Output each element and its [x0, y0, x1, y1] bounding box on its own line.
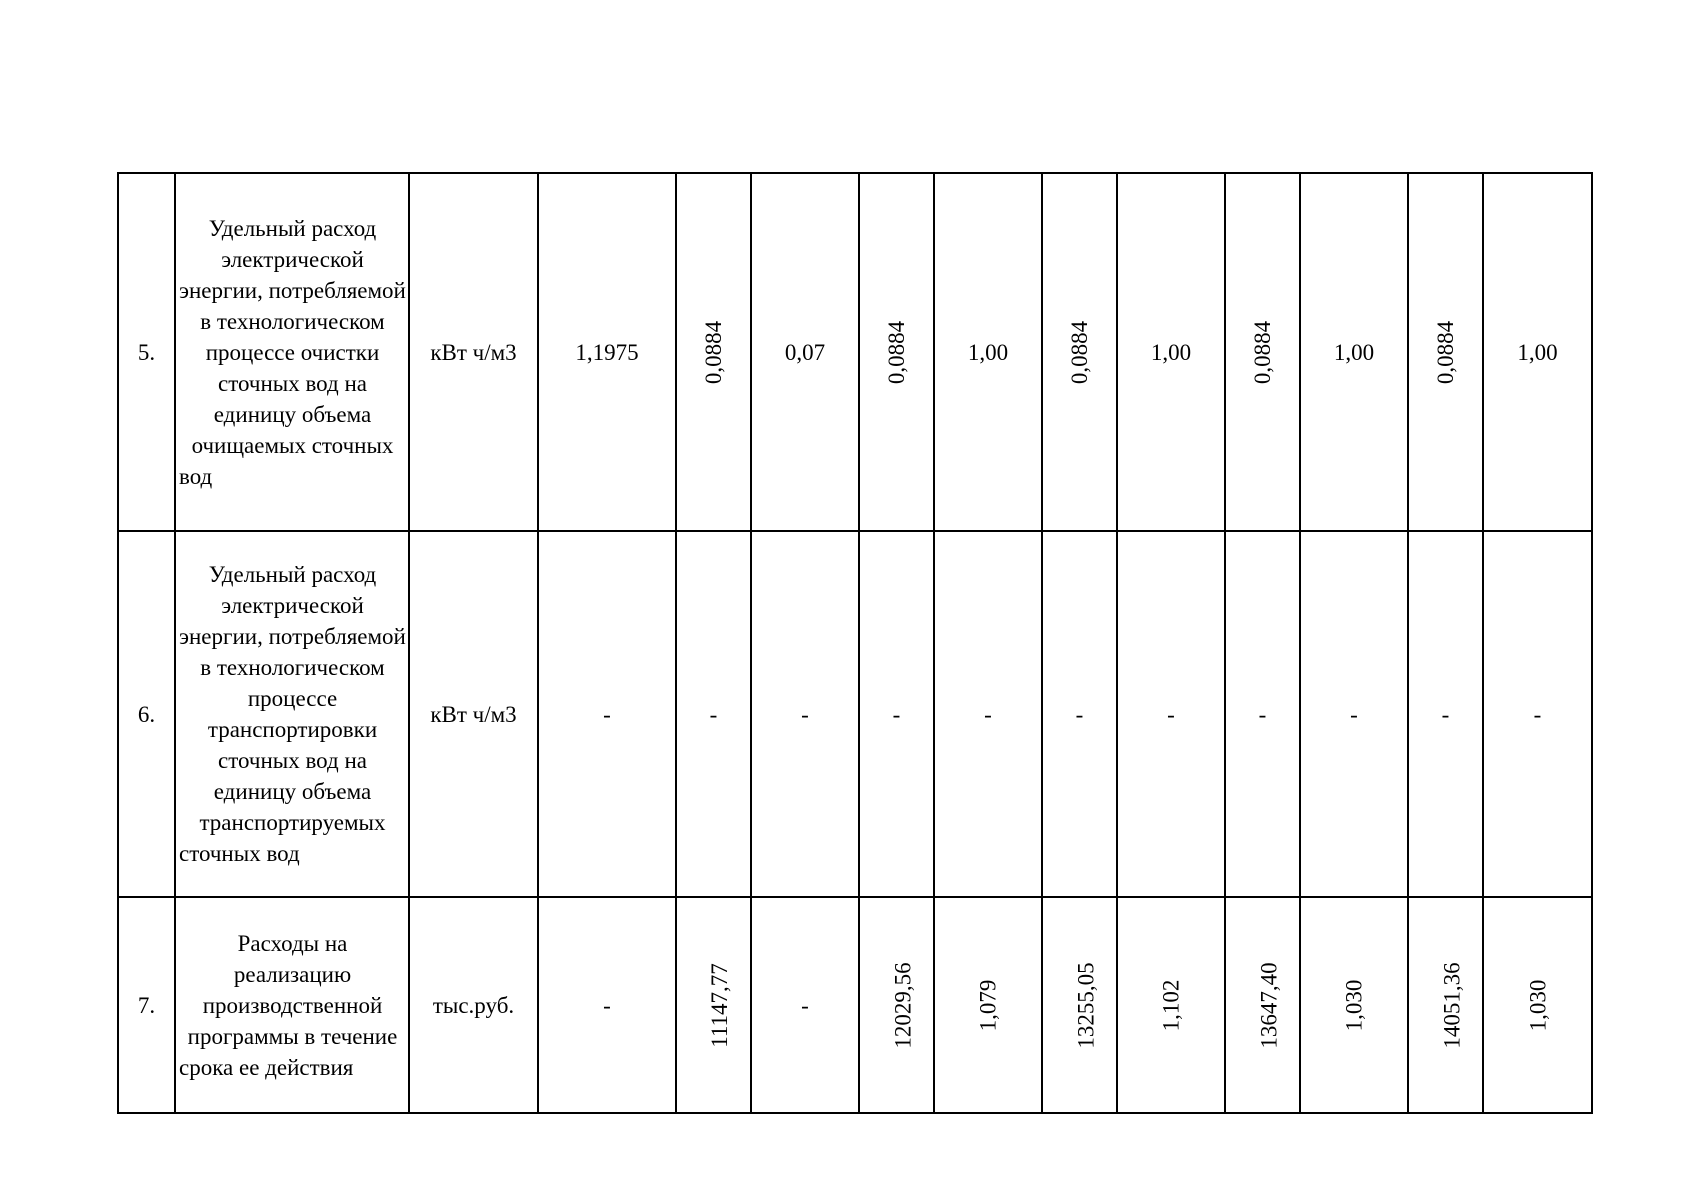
row-number: 6.: [118, 531, 175, 897]
value-cell-rotated: [1408, 173, 1483, 531]
rotated-value: 0,0884: [701, 320, 726, 384]
value-cell: -: [1408, 531, 1483, 897]
description-text: Удельный расход электрической энергии, потребляемой в технологическом процессе транспортировки сточных вод на единицу объема транспортируемых сточных вод: [179, 562, 406, 866]
rotated-value: 0,0884: [1067, 320, 1092, 384]
value-cell: 1,00: [934, 173, 1042, 531]
rotated-value: 14051,36: [1439, 961, 1465, 1049]
description-text: Удельный расход электрической энергии, потребляемой в технологическом процессе очистки сточных вод на единицу объема очищаемых сточных вод: [179, 215, 406, 489]
value-cell: -: [676, 531, 751, 897]
rotated-value: 12029,56: [890, 961, 916, 1049]
value-cell-rotated: [859, 897, 934, 1113]
value-cell: 1,00: [1483, 173, 1592, 531]
value-cell: -: [751, 531, 859, 897]
indicator-description: [175, 531, 409, 897]
value-cell: -: [538, 897, 676, 1113]
unit-cell: кВт ч/м3: [409, 173, 538, 531]
value-cell-rotated: [676, 173, 751, 531]
table-row: [118, 531, 1592, 897]
value-cell-rotated: [934, 897, 1042, 1113]
value-cell: 0,07: [751, 173, 859, 531]
rotated-value: 1,079: [975, 979, 1001, 1031]
value-cell: -: [934, 531, 1042, 897]
table-row: [118, 173, 1592, 531]
row-number: 5.: [118, 173, 175, 531]
value-cell: 1,00: [1300, 173, 1408, 531]
rotated-value: 1,030: [1525, 979, 1550, 1031]
rotated-value: 0,0884: [1250, 320, 1275, 384]
indicator-description: [175, 173, 409, 531]
value-cell: 1,00: [1117, 173, 1225, 531]
value-cell-rotated: [1225, 897, 1300, 1113]
value-cell-rotated: [1042, 897, 1117, 1113]
rotated-value: 1,102: [1158, 979, 1184, 1031]
rotated-value: 1,030: [1341, 979, 1367, 1031]
value-cell: -: [1042, 531, 1117, 897]
value-cell-rotated: [1300, 897, 1408, 1113]
indicator-description: [175, 897, 409, 1113]
description-text: Расходы на реализацию производственной программы в течение срока ее действия: [179, 930, 398, 1080]
value-cell-rotated: [676, 897, 751, 1113]
value-cell: 1,1975: [538, 173, 676, 531]
row-number: 7.: [118, 897, 175, 1113]
unit-cell: кВт ч/м3: [409, 531, 538, 897]
value-cell-rotated: [1483, 897, 1592, 1113]
indicators-table: [117, 172, 1593, 1114]
value-cell: -: [1117, 531, 1225, 897]
value-cell-rotated: [1117, 897, 1225, 1113]
table-row: [118, 897, 1592, 1113]
rotated-value: 0,0884: [884, 320, 909, 384]
rotated-value: 13255,05: [1073, 961, 1099, 1049]
unit-cell: тыс.руб.: [409, 897, 538, 1113]
value-cell-rotated: [859, 173, 934, 531]
rotated-value: 0,0884: [1433, 320, 1458, 384]
value-cell: -: [1483, 531, 1592, 897]
value-cell: -: [1225, 531, 1300, 897]
value-cell: -: [751, 897, 859, 1113]
value-cell-rotated: [1042, 173, 1117, 531]
value-cell-rotated: [1408, 897, 1483, 1113]
value-cell: -: [538, 531, 676, 897]
rotated-value: 11147,77: [706, 962, 732, 1048]
value-cell-rotated: [1225, 173, 1300, 531]
value-cell: -: [859, 531, 934, 897]
rotated-value: 13647,40: [1256, 961, 1282, 1049]
value-cell: -: [1300, 531, 1408, 897]
